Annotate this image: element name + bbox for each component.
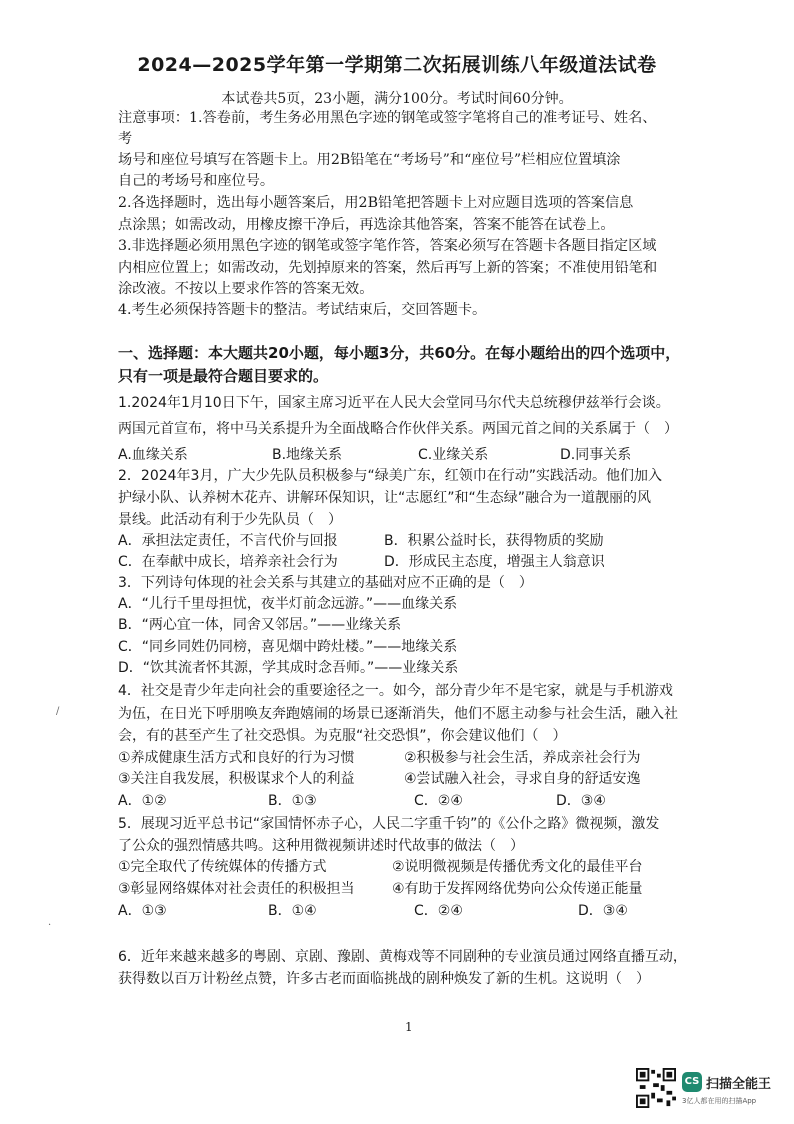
q2-option-b: B．积累公益时长，获得物质的奖励 xyxy=(384,533,604,549)
question-1-stem: 1.2024年1月10日下午，国家主席习近平在人民大会堂同马尔代夫总统穆伊兹举行会谈。 xyxy=(118,395,670,411)
note-line: 3.非选择题必须用黑色字迹的钢笔或签字笔作答，答案必须写在答题卡各题目指定区域 xyxy=(118,238,657,254)
q3-option-d: D．“饮其流者怀其源，学其成时念吾师。”——业缘关系 xyxy=(118,660,459,676)
q2-option-d: D．形成民主态度，增强主人翁意识 xyxy=(384,554,605,570)
note-line: 2.各选择题时，选出每小题答案后，用2B铅笔把答题卡上对应题目选项的答案信息 xyxy=(118,195,634,211)
scanner-tagline: 3亿人都在用的扫描App xyxy=(682,1097,757,1105)
scan-mark: · xyxy=(48,920,52,931)
q5-item-2: ②说明微视频是传播优秀文化的最佳平台 xyxy=(392,859,643,875)
q1-option-b: B.地缘关系 xyxy=(272,447,343,463)
q4-option-c: C．②④ xyxy=(414,793,463,809)
note-line: 场号和座位号填写在答题卡上。用2B铅笔在“考场号”和“座位号”栏相应位置填涂 xyxy=(118,152,621,168)
exam-subtitle: 本试卷共5页，23小题，满分100分。考试时间60分钟。 xyxy=(221,91,573,107)
q2-option-a: A．承担法定责任，不言代价与回报 xyxy=(118,533,338,549)
q4-item-1: ①养成健康生活方式和良好的行为习惯 xyxy=(118,750,355,766)
q4-option-a: A．①② xyxy=(118,793,167,809)
section-heading: 一、选择题：本大题共20小题，每小题3分，共60分。在每小题给出的四个选项中， xyxy=(118,344,681,362)
note-line: 内相应位置上；如需改动，先划掉原来的答案，然后再写上新的答案；不准使用铅笔和 xyxy=(118,260,658,276)
scan-mark: / xyxy=(56,706,60,717)
question-4-stem: 会，有的甚至产生了社交恐惧。为克服“社交恐惧”，你会建议他们（ ） xyxy=(118,728,567,744)
section-heading: 只有一项是最符合题目要求的。 xyxy=(118,367,329,385)
q5-item-3: ③彰显网络媒体对社会责任的积极担当 xyxy=(118,881,355,897)
question-4-stem: 4．社交是青少年走向社会的重要途径之一。如今，部分青少年不是宅家，就是与手机游戏 xyxy=(118,683,673,699)
scanner-watermark xyxy=(636,1068,786,1112)
qr-code-icon xyxy=(636,1068,676,1108)
q4-option-b: B．①③ xyxy=(268,793,317,809)
camscanner-logo: CS xyxy=(682,1072,702,1092)
question-2-stem: 景线。此活动有利于少先队员（ ） xyxy=(118,512,342,528)
q4-option-d: D．③④ xyxy=(556,793,606,809)
note-line: 涂改液。不按以上要求作答的答案无效。 xyxy=(118,281,374,297)
q5-option-b: B．①④ xyxy=(268,903,317,919)
question-3-stem: 3．下列诗句体现的社会关系与其建立的基础对应不正确的是（ ） xyxy=(118,575,533,591)
question-2-stem: 2．2024年3月，广大少先队员积极参与“绿美广东，红领巾在行动”实践活动。他们加入 xyxy=(118,468,662,484)
question-4-stem: 为伍，在日光下呼朋唤友奔跑嬉闹的场景已逐渐消失，他们不愿主动参与社会生活，融入社 xyxy=(118,706,678,722)
question-2-stem: 护绿小队、认养树木花卉、讲解环保知识，让“志愿红”和“生态绿”融合为一道靓丽的风 xyxy=(118,490,652,506)
q3-option-a: A．“儿行千里母担忧，夜半灯前念远游。”——血缘关系 xyxy=(118,596,458,612)
q3-option-b: B．“两心宜一体，同舍又邻居。”——业缘关系 xyxy=(118,617,402,633)
question-5-stem: 5．展现习近平总书记“家国情怀赤子心，人民二字重千钧”的《公仆之路》微视频，激发 xyxy=(118,816,660,832)
note-line: 自己的考场号和座位号。 xyxy=(118,173,275,189)
question-6-stem: 获得数以百万计粉丝点赞，许多古老而面临挑战的剧种焕发了新的生机。这说明（ ） xyxy=(118,971,650,987)
note-line: 点涂黑；如需改动，用橡皮擦干净后，再选涂其他答案，答案不能答在试卷上。 xyxy=(118,217,615,233)
q4-item-3: ③关注自我发展，积极谋求个人的利益 xyxy=(118,771,355,787)
q1-option-d: D.同事关系 xyxy=(560,447,632,463)
q5-option-a: A．①③ xyxy=(118,903,167,919)
question-1-stem: 两国元首宣布，将中马关系提升为全面战略合作伙伴关系。两国元首之间的关系属于（ ） xyxy=(118,421,678,437)
scanner-app-name: 扫描全能王 xyxy=(706,1077,772,1092)
q1-option-c: C.业缘关系 xyxy=(418,447,489,463)
q3-option-c: C．“同乡同姓仍同榜，喜见烟中跨灶楼。”——地缘关系 xyxy=(118,639,458,655)
page-number: 1 xyxy=(405,1020,413,1034)
q1-option-a: A.血缘关系 xyxy=(118,447,188,463)
q4-item-4: ④尝试融入社会，寻求自身的舒适安逸 xyxy=(404,771,641,787)
q2-option-c: C．在奉献中成长，培养亲社会行为 xyxy=(118,554,338,570)
q5-option-d: D．③④ xyxy=(578,903,628,919)
note-line: 考 xyxy=(118,131,133,147)
q4-item-2: ②积极参与社会生活，养成亲社会行为 xyxy=(404,750,641,766)
note-line: 注意事项：1.答卷前，考生务必用黑色字迹的钢笔或签字笔将自己的准考证号、姓名、 xyxy=(118,110,657,126)
question-6-stem: 6．近年来越来越多的粤剧、京剧、豫剧、黄梅戏等不同剧种的专业演员通过网络直播互动， xyxy=(118,949,687,965)
note-line: 4.考生必须保持答题卡的整洁。考试结束后，交回答题卡。 xyxy=(118,302,487,318)
exam-title: 2024—2025学年第一学期第二次拓展训练八年级道法试卷 xyxy=(137,54,657,76)
question-5-stem: 了公众的强烈情感共鸣。这种用微视频讲述时代故事的做法（ ） xyxy=(118,838,524,854)
q5-item-4: ④有助于发挥网络优势向公众传递正能量 xyxy=(392,881,643,897)
q5-option-c: C．②④ xyxy=(414,903,463,919)
q5-item-1: ①完全取代了传统媒体的传播方式 xyxy=(118,859,327,875)
